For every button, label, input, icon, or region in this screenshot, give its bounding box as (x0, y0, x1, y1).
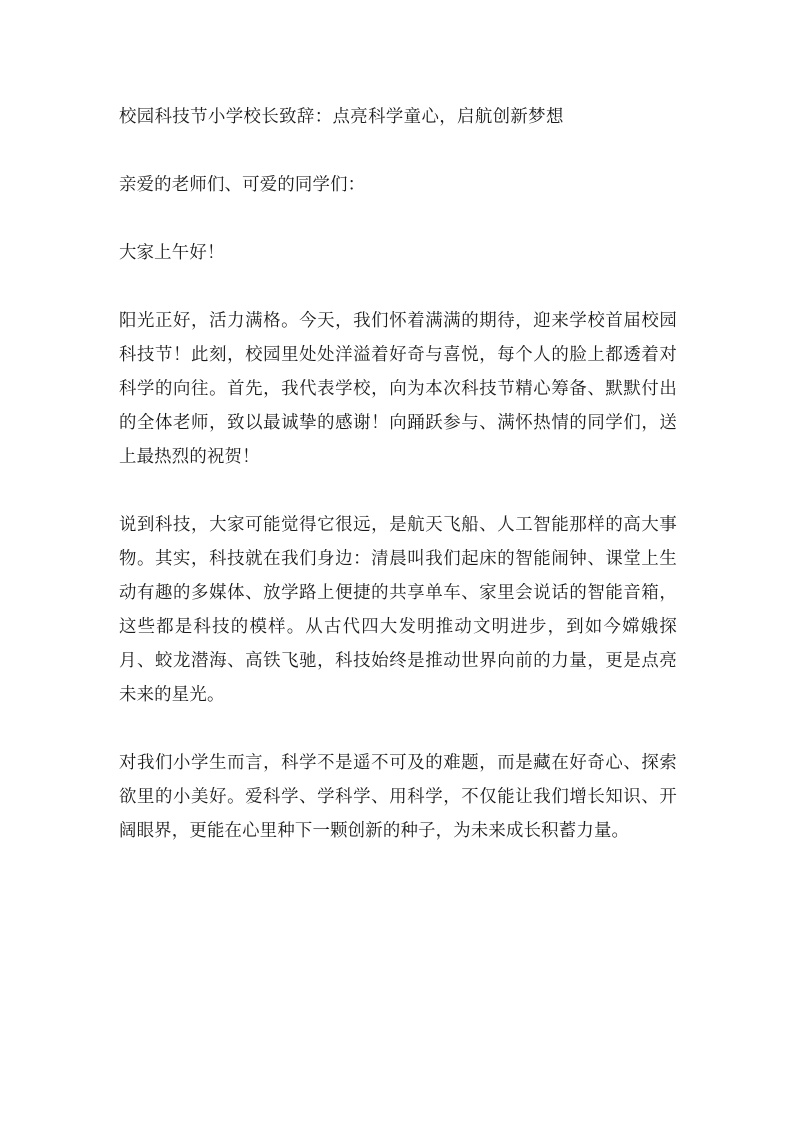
body-paragraph: 说到科技，大家可能觉得它很远，是航天飞船、人工智能那样的高大事物。其实，科技就在我们身边：清晨叫我们起床的智能闹钟、课堂上生动有趣的多媒体、放学路上便捷的共享单车、家里会说话的智能音箱，这些都是科技的模样。从古代四大发明推动文明进步，到如今嫦娥探月、蛟龙潜海、高铁飞驰，科技始终是推动世界向前的力量，更是点亮未来的星光。 (119, 515, 677, 705)
body-paragraph: 对我们小学生而言，科学不是遥不可及的难题，而是藏在好奇心、探索欲里的小美好。爱科学、学科学、用科学，不仅能让我们增长知识、开阔眼界，更能在心里种下一颗创新的种子，为未来成长积蓄力量。 (119, 753, 677, 841)
speech-title: 校园科技节小学校长致辞：点亮科学童心，启航创新梦想 (119, 107, 564, 127)
body-paragraph: 阳光正好，活力满格。今天，我们怀着满满的期待，迎来学校首届校园科技节！此刻，校园里处处洋溢着好奇与喜悦，每个人的脸上都透着对科学的向往。首先，我代表学校，向为本次科技节精心筹备、默默付出的全体老师，致以最诚挚的感谢！向踊跃参与、满怀热情的同学们，送上最热烈的祝贺！ (119, 311, 677, 467)
salutation-line: 大家上午好！ (119, 243, 225, 263)
speech-body (119, 100, 677, 882)
greeting-line: 亲爱的老师们、可爱的同学们： (119, 175, 366, 195)
